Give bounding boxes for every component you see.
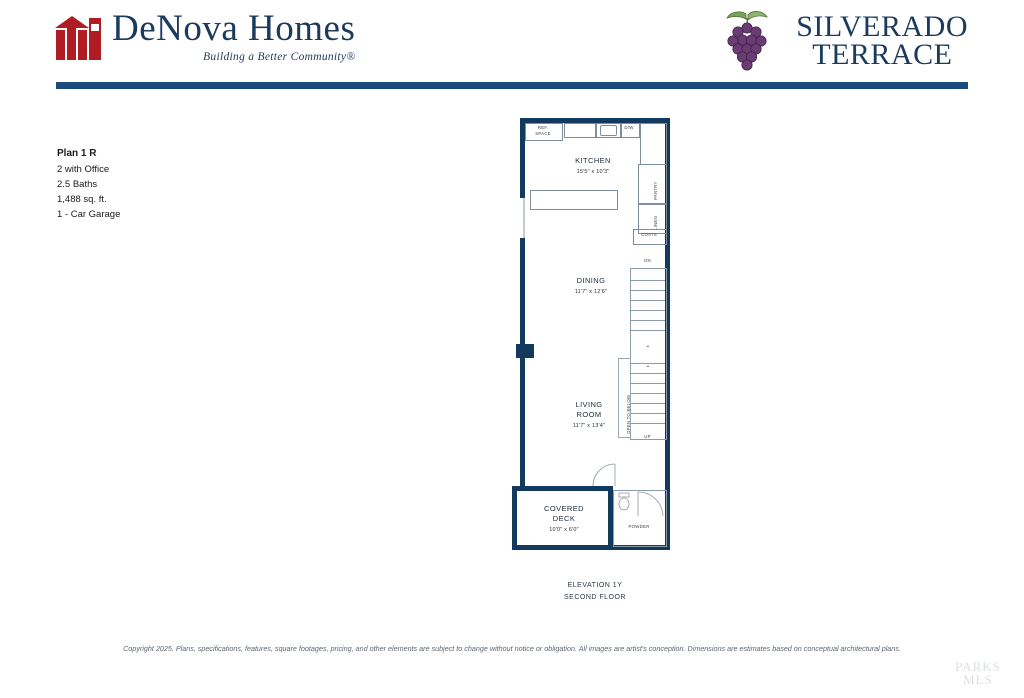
community-name-line1: SILVERADO <box>796 10 968 44</box>
dishwasher-label: D/W <box>624 125 634 130</box>
coats-label: COATS <box>641 232 657 237</box>
powder-door-swing-icon <box>636 491 664 517</box>
plan-detail-garage: 1 - Car Garage <box>57 209 121 220</box>
linen-label: LINEN <box>653 216 658 230</box>
powder-label: POWDER <box>628 524 650 529</box>
watermark-line2: MLS <box>963 672 993 687</box>
watermark-line1: PARKS <box>955 659 1001 674</box>
plan-detail-baths: 2.5 Baths <box>57 179 98 190</box>
plan-caption <box>512 580 678 604</box>
floor-plan-drawing <box>512 118 678 550</box>
plan-title: Plan 1 R <box>57 148 97 159</box>
house-bars-logo-icon <box>56 16 102 60</box>
ref-space-label: REF. SPACE <box>535 125 551 136</box>
sink-basin-icon <box>600 125 617 136</box>
community-name <box>796 10 968 71</box>
community-name-line2: TERRACE <box>812 38 953 71</box>
plan-info-block <box>57 146 257 222</box>
room-label-covered-deck: COVERED DECK 10'0" x 6'0" <box>544 504 584 533</box>
wall-left-mid <box>520 238 525 488</box>
room-label-kitchen: KITCHEN 15'5" x 10'3" <box>575 156 611 175</box>
denova-logo <box>56 10 355 63</box>
plan-detail-sqft: 1,488 sq. ft. <box>57 194 107 205</box>
fireplace-nub <box>516 344 534 358</box>
plan-caption-elevation: ELEVATION 1Y <box>567 582 623 589</box>
plan-detail-beds: 2 with Office <box>57 164 110 175</box>
dishwasher <box>620 123 640 138</box>
wall-left-opening <box>523 198 525 238</box>
plan-caption-floor: SECOND FLOOR <box>563 594 626 601</box>
stairs-dn-label: DN <box>644 258 651 263</box>
page-header <box>0 0 1024 96</box>
header-divider <box>56 82 968 89</box>
mls-watermark <box>942 660 1014 690</box>
kitchen-island <box>530 190 618 210</box>
stairs-up-label: UP <box>644 434 651 439</box>
brand-tagline: Building a Better Community® <box>203 50 356 63</box>
brand-text <box>112 10 355 63</box>
room-label-dining: DINING 11'7" x 12'6" <box>574 276 608 295</box>
deck-door-swing-icon <box>592 463 618 487</box>
stairs-arrow-down-icon: ⌄ <box>645 343 651 349</box>
open-to-below-label: OPEN TO BELOW <box>626 394 631 434</box>
room-label-living-room: LIVING ROOM 11'7" x 13'4" <box>572 400 606 429</box>
pantry-label: PANTRY <box>653 181 658 200</box>
footer-disclaimer: Copyright 2025. Plans, specifications, features, square footages, pricing, and other elements are subject to change without notice or obligation. All images are artist's conception. Dimensions are estimates based on conceptual architectural plans. <box>123 644 901 653</box>
silverado-terrace-logo <box>716 8 968 74</box>
toilet-icon <box>616 492 632 512</box>
range-counter <box>564 123 596 138</box>
wall-deck-left <box>512 486 517 550</box>
brand-name: DeNova Homes <box>112 8 356 49</box>
stairs-arrow-up-icon: ⌃ <box>645 366 651 372</box>
grape-cluster-icon <box>716 8 788 74</box>
